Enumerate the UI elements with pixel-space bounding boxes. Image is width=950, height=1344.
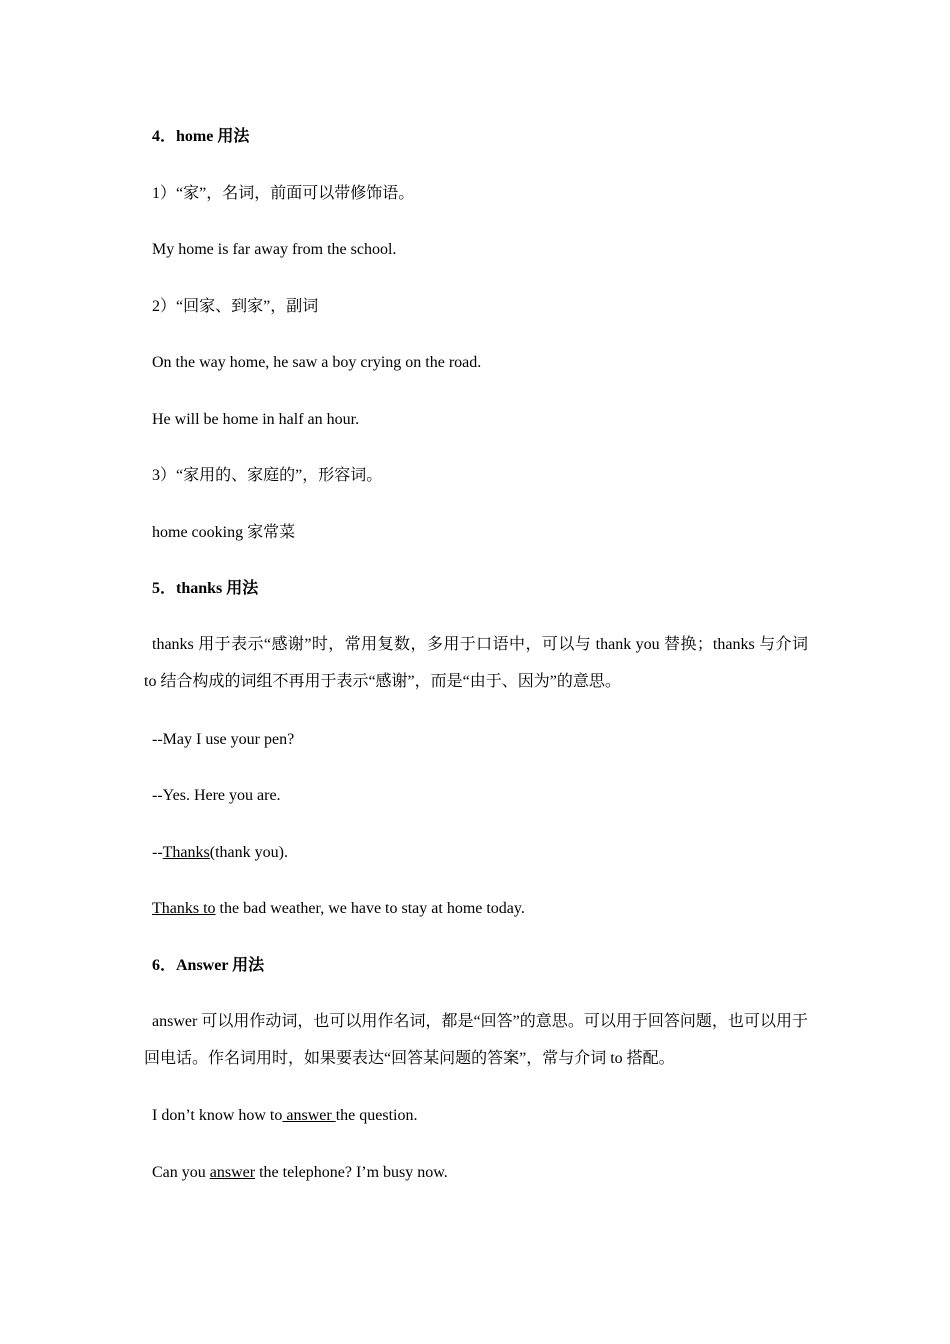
thanks-line-3 (152, 843, 288, 863)
section-heading-answer: 6．Answer 用法 (152, 957, 265, 974)
underlined-word: Thanks to (152, 900, 216, 917)
home-line-1: 1）“家”，名词，前面可以带修饰语。 (152, 185, 415, 202)
home-line-5: He will be home in half an hour. (152, 411, 360, 428)
text-span: the question. (335, 1107, 418, 1124)
home-line-4: On the way home, he saw a boy crying on the road. (152, 354, 482, 371)
home-line-2: My home is far away from the school. (152, 241, 397, 258)
home-line-6: 3）“家用的、家庭的”，形容词。 (152, 467, 383, 484)
home-line-3: 2）“回家、到家”，副词 (152, 298, 319, 315)
answer-line-1 (152, 1106, 417, 1126)
thanks-line-2: --Yes. Here you are. (152, 787, 281, 804)
answer-line-2 (152, 1163, 448, 1183)
underlined-word: answer (209, 1164, 256, 1181)
thanks-line-1: --May I use your pen? (152, 731, 295, 748)
thanks-paragraph: thanks 用于表示“感谢”时，常用复数，多用于口语中，可以与 thank you 替换；thanks 与介词 to 结合构成的词组不再用于表示“感谢”，而是“由于、因为”的意思。 (144, 636, 808, 690)
text-span: the telephone? I’m busy now. (255, 1164, 448, 1181)
text-span: (thank you). (209, 844, 288, 861)
answer-paragraph: answer 可以用作动词，也可以用作名词，都是“回答”的意思。可以用于回答问题，也可以用于回电话。作名词用时，如果要表达“回答某问题的答案”，常与介词 to 搭配。 (144, 1013, 808, 1067)
underlined-word: Thanks (162, 844, 210, 861)
section-heading-home: 4．home 用法 (152, 128, 250, 145)
text-span: I don’t know how to (152, 1107, 283, 1124)
thanks-line-4 (152, 899, 525, 919)
text-span: Can you (152, 1164, 210, 1181)
section-heading-thanks: 5．thanks 用法 (152, 580, 259, 597)
text-span: the bad weather, we have to stay at home today. (215, 900, 525, 917)
underlined-word: answer (282, 1107, 336, 1124)
text-span: -- (152, 844, 163, 861)
home-line-7: home cooking 家常菜 (152, 524, 296, 541)
